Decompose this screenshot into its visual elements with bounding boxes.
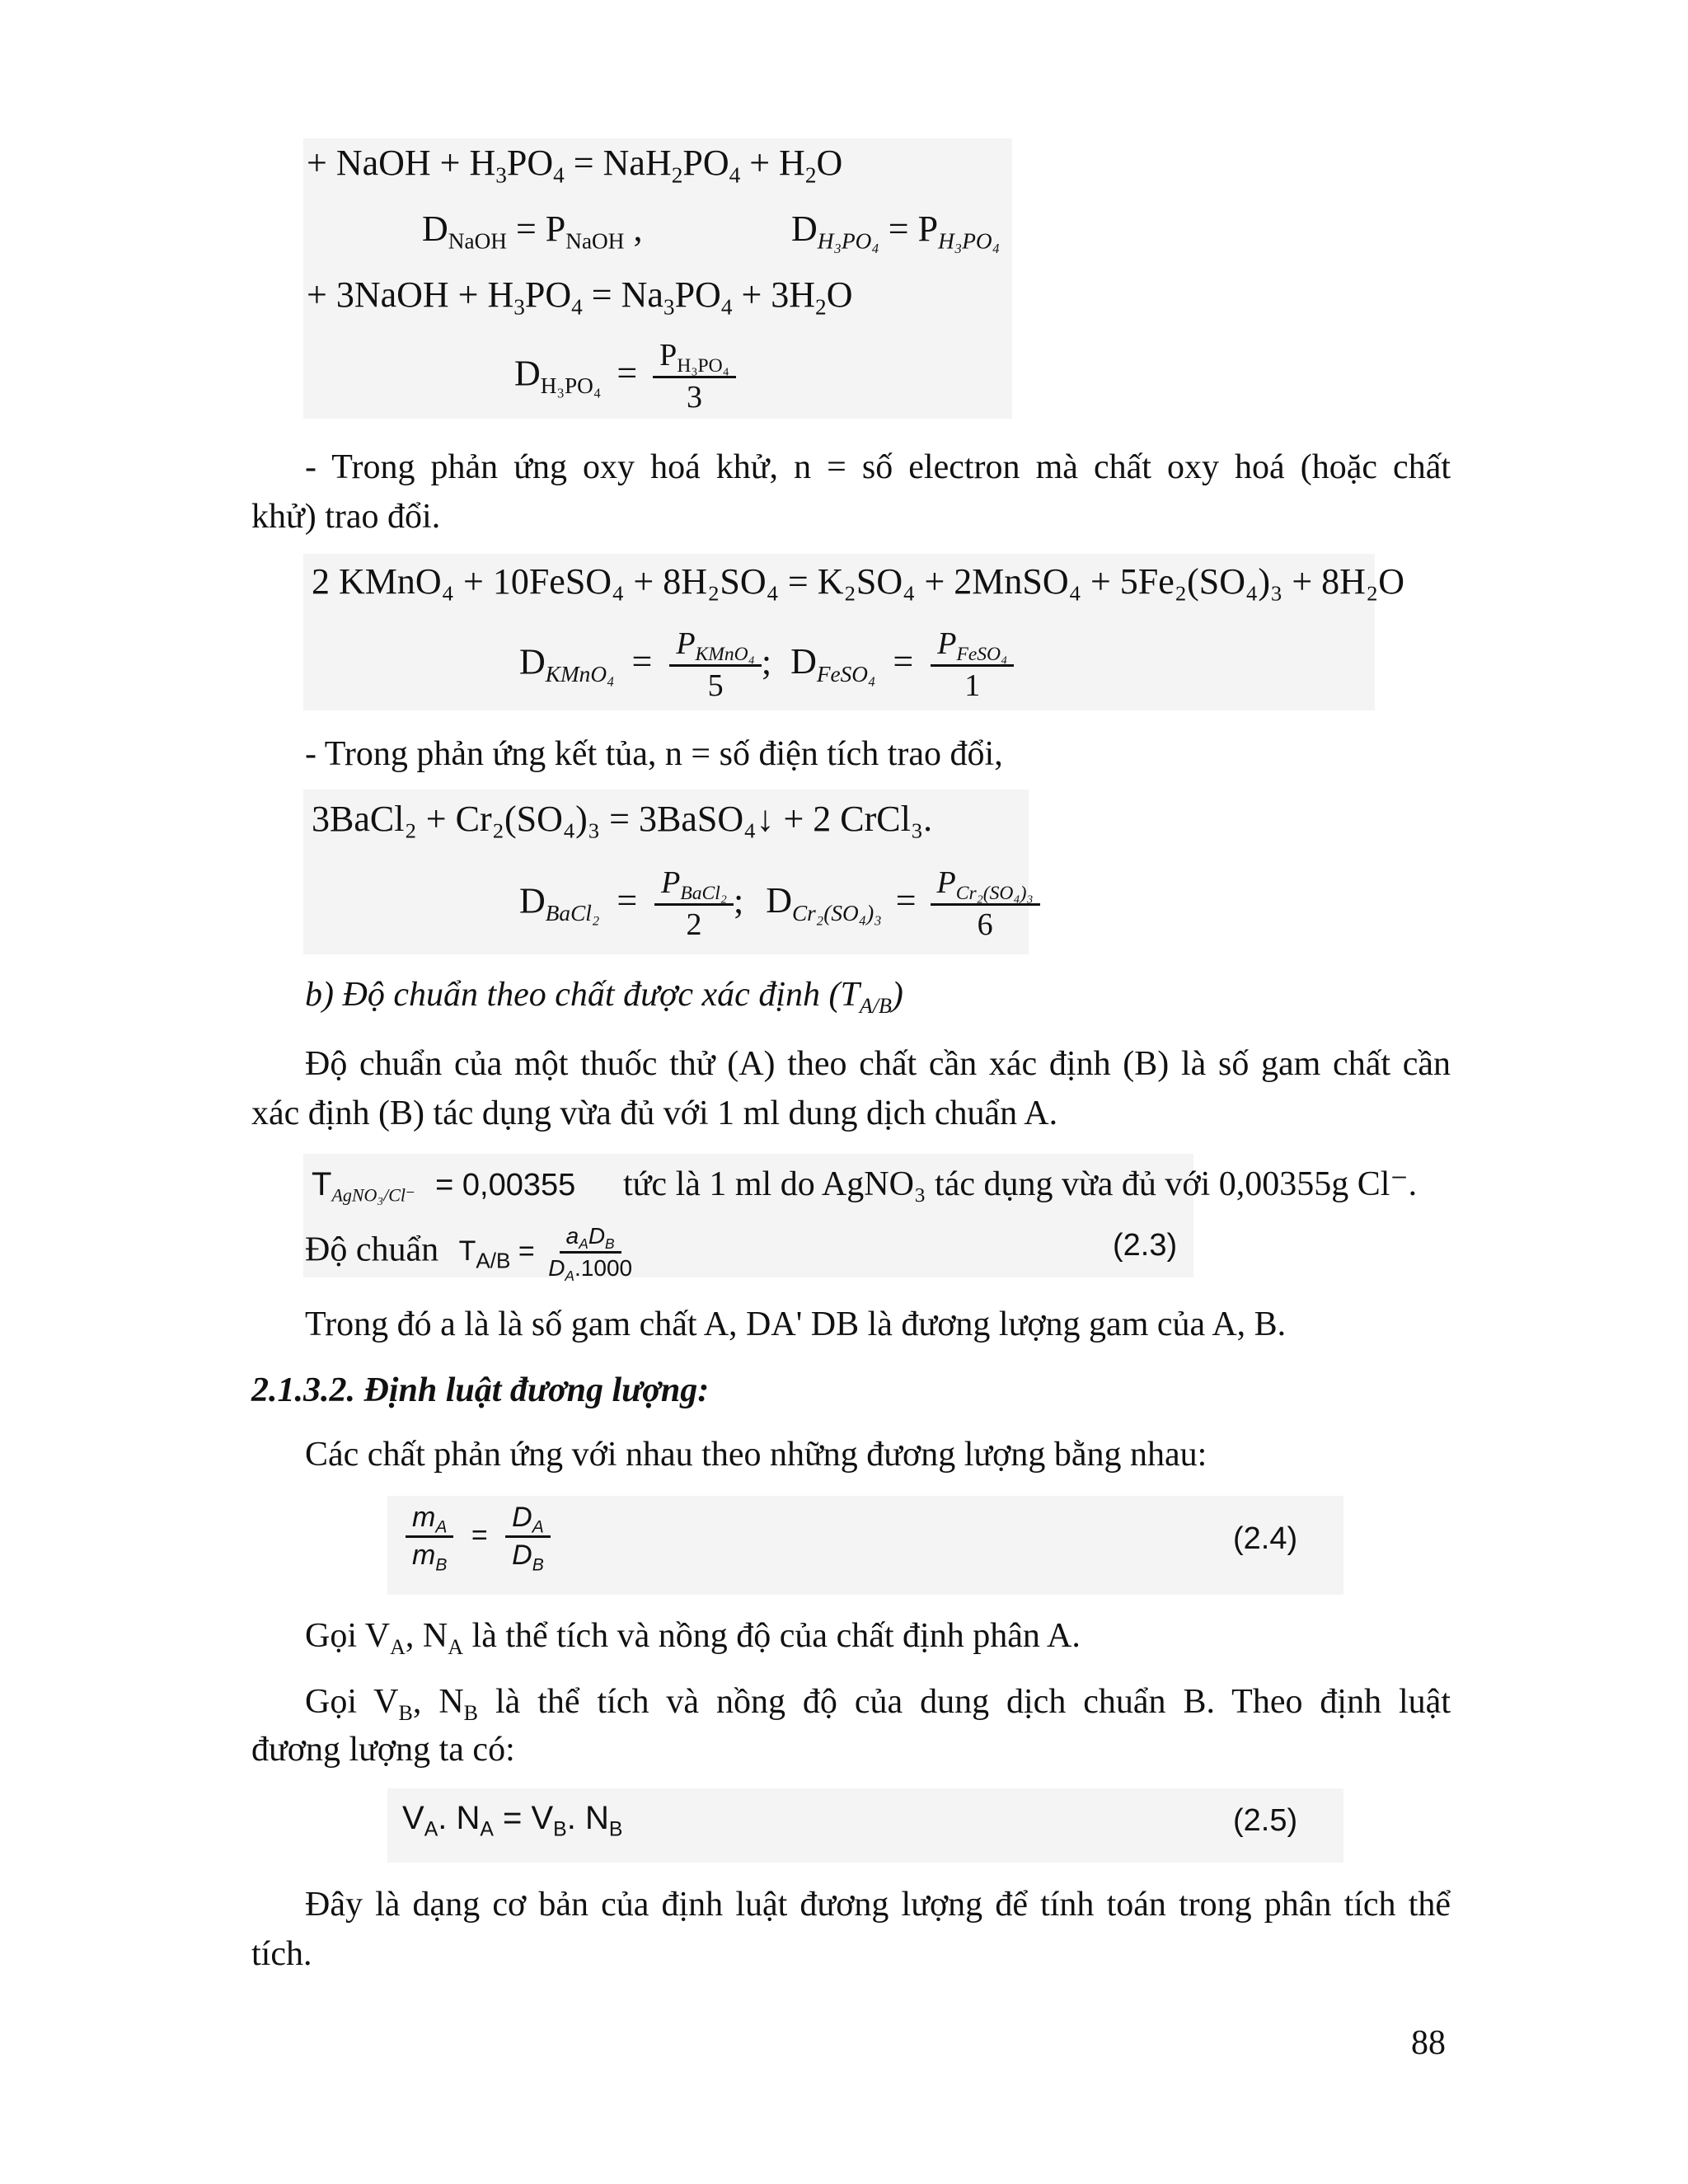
paragraph-titre-legend: Trong đó a là là số gam chất A, DA' DB là đương lượng gam của A, B. <box>305 1305 1287 1343</box>
equation-bacl2-cr2so43: 3BaCl₂ + Cr₂(SO₄)₃ = 3BaSO₄↓ + 2 CrCl₃. <box>312 799 933 839</box>
paragraph-equivalent-law: Các chất phản ứng với nhau theo những đương lượng bằng nhau: <box>305 1436 1207 1474</box>
subheading-titre: b) Độ chuẩn theo chất được xác định $(T_{A/B})$ <box>305 976 903 1019</box>
equation-mass-ratio: $\frac{m_A}{m_B}$ = $\frac{D_A}{D_B}$ <box>406 1502 551 1572</box>
page-number: 88 <box>1411 2024 1446 2062</box>
equivalent-h3po4: $D_{H_3PO_4} = P_{H_3PO_4}$ <box>791 209 1001 254</box>
equivalent-naoh: $D_{NaOH} = P_{NaOH}$ , <box>422 209 643 254</box>
titre-formula: Độ chuẩn $T_{A/B}$ = $\frac{a_AD_B}{D_A.1000}$ <box>305 1223 633 1285</box>
equivalent-h3po4-fraction: $D_{H_3PO_4}$ = $\frac{P_{H_3PO_4}}{3}$ <box>514 338 736 415</box>
paragraph-titre-definition: Độ chuẩn của một thuốc thử (A) theo chất cần xác định (B) là số gam chất cần <box>305 1045 1451 1083</box>
paragraph-titrant-volume-continued: đương lượng ta có: <box>251 1731 515 1769</box>
equation-kmno4-feso4: 2 KMnO₄ + 10FeSO₄ + 8H₂SO₄ = K₂SO₄ + 2MnSO₄ + 5Fe₂(SO₄)₃ + 8H₂O <box>312 561 1405 602</box>
equation-number-2-3: (2.3) <box>1113 1228 1178 1263</box>
paragraph-analyte-volume: Gọi $V_A$, $N_A$ là thể tích và nồng độ của chất định phân A. <box>305 1617 1081 1660</box>
paragraph-titrant-volume: Gọi $V_B$, $N_B$ là thể tích và nồng độ của dung dịch chuẩn B. Theo định luật <box>305 1683 1451 1726</box>
equivalent-bacl2-cr2so43: $D_{BaCl_2}$ = $\frac{P_{BaCl_2}}{2}$ ; $D_{Cr_2(SO_4)_3}$ = $\frac{P_{Cr_2(SO_4)_3}}{6}$ <box>519 865 1040 943</box>
equation-naoh-h3po4-2: + 3NaOH + $H_3PO_4 = Na_3PO_4 + 3H_2O$ <box>307 274 853 320</box>
paragraph-basic-form: Đây là dạng cơ bản của định luật đương lượng để tính toán trong phân tích thể <box>305 1886 1451 1924</box>
titre-example-explanation: tức là 1 ml do AgNO₃ tác dụng vừa đủ với 0,00355g Cl⁻. <box>623 1165 1418 1203</box>
paragraph-titre-definition-continued: xác định (B) tác dụng vừa đủ với 1 ml dung dịch chuẩn A. <box>251 1094 1058 1132</box>
paragraph-basic-form-continued: tích. <box>251 1935 312 1973</box>
paragraph-redox-continued: khử) trao đổi. <box>251 498 441 536</box>
equation-va-na-vb-nb: $V_A$. $N_A = V_B$. $N_B$ <box>402 1800 623 1841</box>
paragraph-redox: - Trong phản ứng oxy hoá khử, n = số electron mà chất oxy hoá (hoặc chất <box>305 448 1451 486</box>
equation-naoh-h3po4-1: + NaOH + $H_3PO_4 = NaH_2PO_4 + H_2O$ <box>307 143 843 188</box>
equation-number-2-4: (2.4) <box>1233 1521 1298 1556</box>
equivalent-kmno4-feso4: $D_{KMnO_4}$ = $\frac{P_{KMnO_4}}{5}$ ; $D_{FeSO_4}$ = $\frac{P_{FeSO_4}}{1}$ <box>519 626 1014 704</box>
paragraph-precipitation: - Trong phản ứng kết tủa, n = số điện tích trao đổi, <box>305 735 1003 773</box>
titre-example: $T_{AgNO_3/Cl^-} = 0,00355$ <box>312 1166 576 1206</box>
section-heading-equivalent-law: 2.1.3.2. Định luật đương lượng: <box>251 1371 710 1409</box>
equation-number-2-5: (2.5) <box>1233 1803 1298 1838</box>
